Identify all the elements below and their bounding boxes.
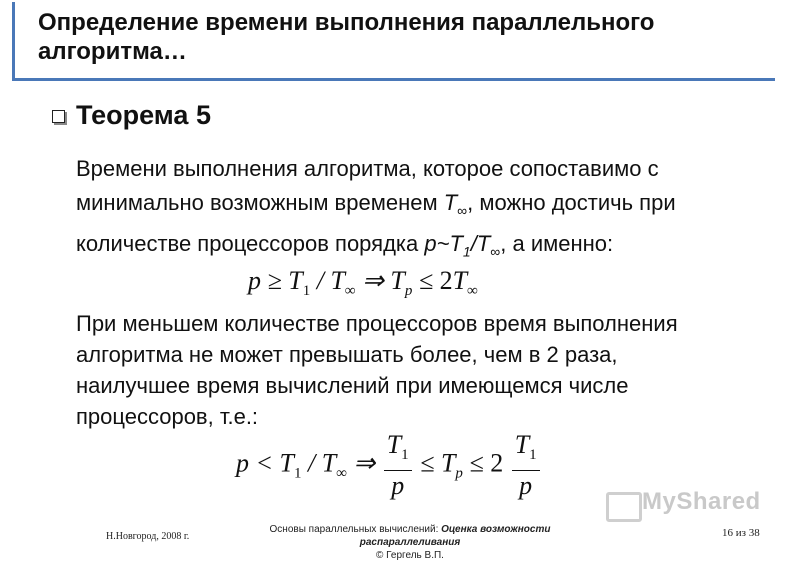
theorem-heading: Теорема 5	[76, 100, 211, 130]
remark-line-3: наилучшее время вычислений при имеющемся числе	[76, 373, 629, 398]
remark-line-2: алгоритма не может превышать более, чем в 2 раза,	[76, 342, 618, 367]
remark-line-1: При меньшем количестве процессоров время выполнения	[76, 311, 678, 336]
watermark-logo-icon	[606, 492, 642, 522]
fraction-t1-over-p: $\frac{T_1}{p}$	[384, 430, 412, 501]
formula-time-bound: $p < T_1 / T_\infty$ ⇒ $\frac{T_1}{p}$ ≤ $T_p \le 2$ $\frac{T_1}{p}$	[236, 430, 542, 501]
watermark-text: MyShared	[642, 488, 761, 515]
theorem-text	[76, 152, 776, 269]
page-number: 16 из 38	[722, 527, 760, 539]
theorem-line-3: количестве процессоров порядка $p\sim T_1/T_\infty$, а именно:	[76, 231, 614, 260]
fraction-t1-over-p-2: $\frac{T_1}{p}$	[512, 430, 540, 501]
formula-processor-bound: $p \ge T_1 / T_\infty$ ⇒ $T_p \le 2T_\infty$	[248, 266, 478, 299]
footer-course: Основы параллельных вычислений: Оценка возможности распараллеливания © Гергель В.П.	[269, 524, 551, 561]
theorem-line-2: минимально возможным временем $T_\infty$, можно достичь при	[76, 190, 676, 219]
theorem-line-1: Времени выполнения алгоритма, которое сопоставимо с	[76, 156, 659, 181]
slide-title: Определение времени выполнения параллельного алгоритма…	[38, 9, 655, 65]
footer-location: Н.Новгород, 2008 г.	[106, 531, 190, 542]
remark-line-4: процессоров, т.е.:	[76, 404, 259, 429]
remark-text	[76, 308, 776, 432]
square-bullet-icon	[52, 110, 65, 123]
